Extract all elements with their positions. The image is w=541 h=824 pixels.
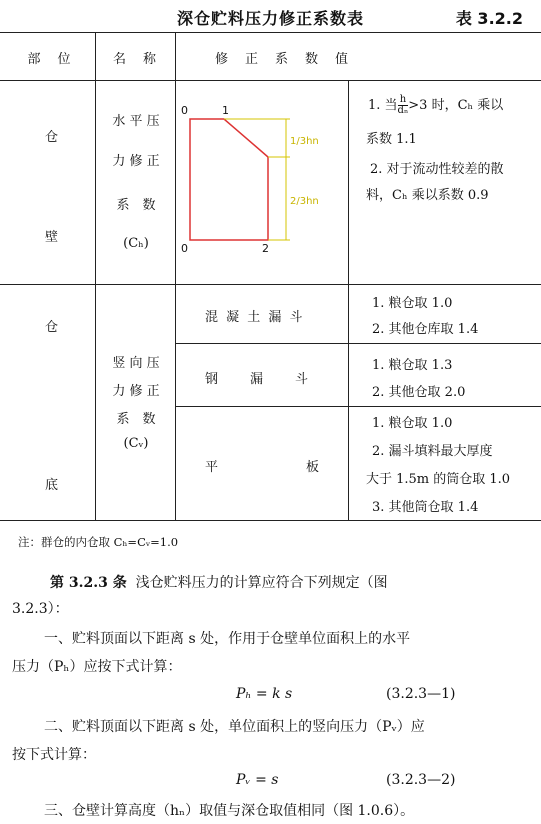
row2-value-2: 2. 其他仓取 2.0 <box>372 385 466 400</box>
formula-2-number: (3.2.3—2) <box>386 772 456 788</box>
label-top-mid: 1 <box>222 104 229 117</box>
rule1-suffix: >3 时，Cₕ 乘以 <box>408 98 504 113</box>
wall-rule-2-line1: 2. 对于流动性较差的散 <box>370 162 504 177</box>
item1-line1: 一、贮料顶面以下距离 s 处，作用于仓壁单位面积上的水平 <box>44 631 411 647</box>
col-divider-3 <box>348 80 349 520</box>
row3-value-2: 2. 漏斗填料最大厚度 <box>372 444 493 459</box>
item2-line1: 二、贮料顶面以下距离 s 处，单位面积上的竖向压力（Pᵥ）应 <box>44 719 425 735</box>
bottom-name-line4: (Cᵥ) <box>123 436 149 451</box>
row3-name-right: 板 <box>306 460 320 475</box>
h-over-dn-fraction: $\frac{h}{\text{dₙ}}$ <box>397 94 409 116</box>
bottom-name-line1: 竖 向 压 <box>112 356 160 371</box>
formula-2: Pᵥ = s <box>236 772 279 788</box>
item1-line2: 压力（Pₕ）应按下式计算： <box>12 659 182 675</box>
row2-value-1: 1. 粮仓取 1.3 <box>372 358 453 373</box>
label-bottom-left: 0 <box>181 242 188 255</box>
wall-name-line1: 水 平 压 <box>112 114 160 129</box>
label-bottom-right: 2 <box>262 242 269 255</box>
pressure-shape <box>190 119 268 240</box>
wall-rule-2-line2: 料，Cₕ 乘以系数 0.9 <box>366 188 489 203</box>
wall-position-bottom: 壁 <box>45 230 59 245</box>
wall-name-line4: (Cₕ) <box>123 236 149 251</box>
row1-value-1: 1. 粮仓取 1.0 <box>372 296 453 311</box>
row3-name-left: 平 <box>205 460 219 475</box>
label-top-left: 0 <box>181 104 188 117</box>
table-bottom-border <box>0 520 541 521</box>
row3-value-3: 大于 1.5m 的筒仓取 1.0 <box>366 472 511 487</box>
section-heading-line <box>50 572 388 592</box>
wall-name-line2: 力 修 正 <box>112 154 160 169</box>
section-intro-1: 浅仓贮料压力的计算应符合下列规定（图 <box>135 575 388 591</box>
row2-name: 钢 漏 斗 <box>205 372 311 387</box>
col-divider-2 <box>175 32 176 520</box>
header-position: 部 位 <box>27 52 73 67</box>
wall-rule-1-line2: 系数 1.1 <box>366 132 417 147</box>
wall-name-line3: 系 数 <box>116 198 156 213</box>
row-divider-1 <box>175 343 541 344</box>
section-intro-2: 3.2.3）： <box>12 601 69 617</box>
row-divider-2 <box>175 406 541 407</box>
header-divider <box>0 80 541 81</box>
table-note: 注：群仓的内仓取 Cₕ=Cᵥ=1.0 <box>18 535 179 549</box>
row3-value-4: 3. 其他筒仓取 1.4 <box>372 500 479 515</box>
item3: 三、仓壁计算高度（hₙ）取值与深仓取值相同（图 1.0.6）。 <box>44 803 415 819</box>
table-top-border <box>0 32 541 33</box>
row3-value-1: 1. 粮仓取 1.0 <box>372 416 453 431</box>
header-name: 名 称 <box>112 52 158 67</box>
formula-1-number: (3.2.3—1) <box>386 686 456 702</box>
pressure-diagram <box>178 100 346 260</box>
bottom-position-top: 仓 <box>45 320 59 335</box>
header-value: 修 正 系 数 值 <box>215 52 351 67</box>
bottom-position-bottom: 底 <box>45 478 59 493</box>
row1-name: 混 凝 土 漏 斗 <box>205 310 305 325</box>
wall-position-top: 仓 <box>45 130 59 145</box>
formula-1: Pₕ = k s <box>236 686 293 702</box>
rule1-prefix: 1. 当 <box>368 98 398 113</box>
table-number: 表 3.2.2 <box>455 9 523 28</box>
dim-lower-label: 2/3hn <box>290 196 319 207</box>
row1-value-2: 2. 其他仓库取 1.4 <box>372 322 479 337</box>
item2-line2: 按下式计算： <box>12 747 96 763</box>
table-title: 深仓贮料压力修正系数表 <box>176 9 364 28</box>
wall-bottom-border <box>0 284 541 285</box>
col-divider-1 <box>95 32 96 520</box>
dim-upper-label: 1/3hn <box>290 136 319 147</box>
wall-rule-1 <box>368 94 503 116</box>
bottom-name-line3: 系 数 <box>116 412 156 427</box>
bottom-name-line2: 力 修 正 <box>112 384 160 399</box>
section-heading: 第 3.2.3 条 <box>50 575 127 591</box>
